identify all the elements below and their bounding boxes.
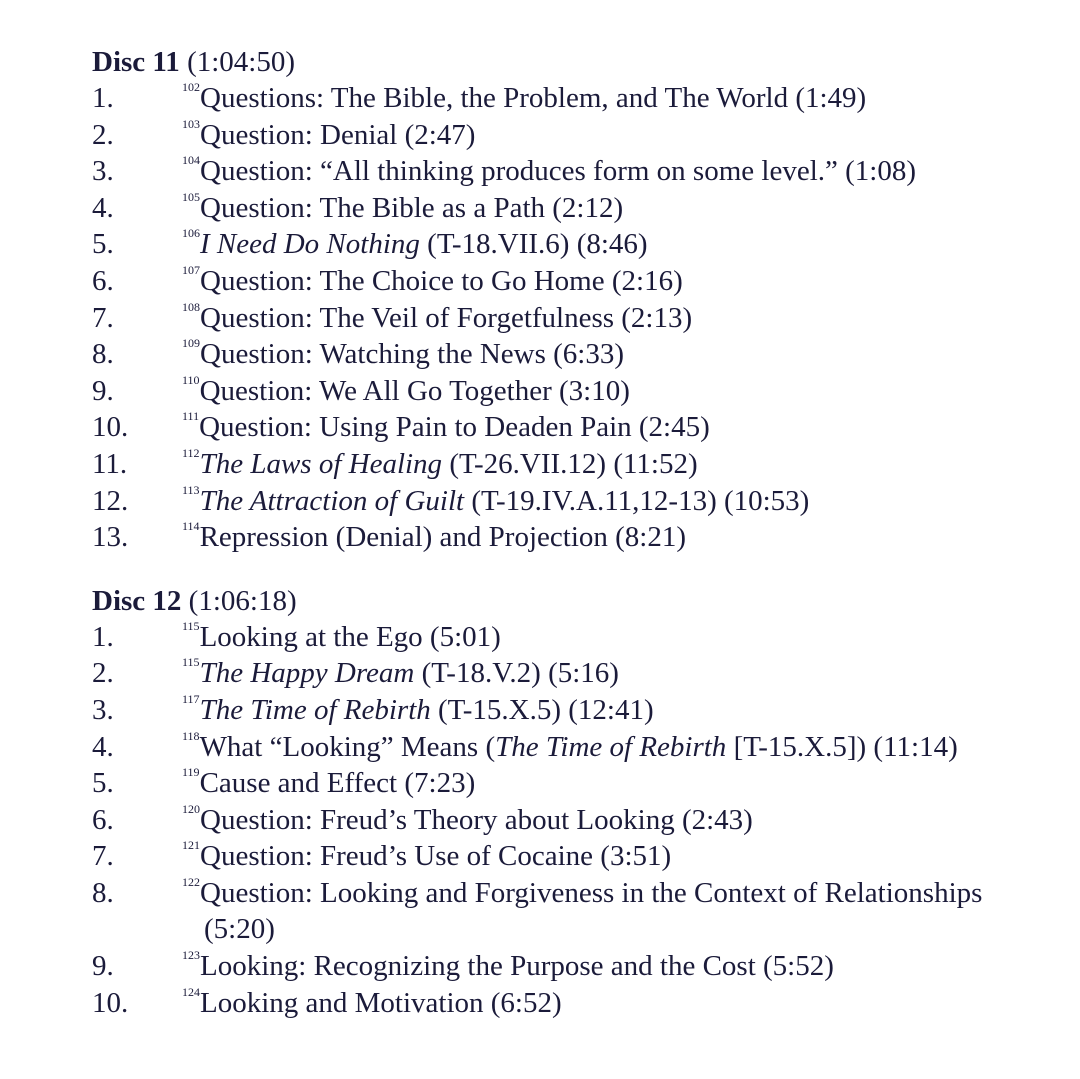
track-row: [92, 483, 1052, 520]
track-reference-number: 110: [182, 372, 200, 387]
disc-title: Disc 12: [92, 584, 182, 617]
track-row: [92, 802, 1052, 839]
track-reference-number: 108: [182, 299, 200, 314]
track-reference-number: 117: [182, 691, 200, 706]
track-row: [92, 226, 1052, 263]
track-title-italic-part: The Attraction of Guilt: [199, 484, 465, 517]
track-number: 6.: [92, 803, 114, 836]
track-number: 11.: [92, 447, 128, 480]
track-title-part: Question: Freud’s Theory about Looking (2:43): [200, 803, 753, 836]
track-number: 8.: [92, 876, 114, 909]
track-title-part: Question: Looking and Forgiveness in the Context of Relationships (5:20): [200, 876, 983, 946]
track-title-part: Question: Denial (2:47): [200, 118, 476, 151]
track-title: [182, 519, 1052, 556]
track-reference-number: 124: [182, 984, 200, 999]
track-title: [182, 948, 1052, 985]
track-number: 5.: [92, 228, 114, 261]
track-title-part: (T-19.IV.A.11,12-13) (10:53): [464, 484, 810, 517]
track-title: [182, 838, 1052, 875]
track-listing-page: [92, 44, 1052, 1048]
track-title-part: (T-15.X.5) (12:41): [430, 693, 654, 726]
track-title: [182, 446, 1052, 483]
track-number: 1.: [92, 82, 114, 114]
track-reference-number: 107: [182, 262, 200, 277]
track-row: [92, 948, 1052, 985]
track-title-part: Question: Freud’s Use of Cocaine (3:51): [200, 840, 672, 873]
track-row: [92, 655, 1052, 692]
track-title: [182, 373, 1052, 410]
track-row: [92, 692, 1052, 729]
track-title-italic-part: The Laws of Healing: [199, 447, 443, 480]
track-title-part: Looking: Recognizing the Purpose and the Cost (5:52): [200, 950, 834, 983]
track-number: 8.: [92, 338, 114, 371]
track-reference-number: 111: [182, 409, 200, 424]
track-title-part: Looking at the Ego (5:01): [199, 620, 501, 653]
track-number: 12.: [92, 484, 129, 517]
track-reference-number: 123: [182, 948, 200, 963]
disc-section: [92, 44, 1052, 556]
track-reference-number: 115: [182, 655, 200, 670]
track-row: [92, 373, 1052, 410]
track-reference-number: 113: [182, 482, 200, 497]
track-row: [92, 765, 1052, 802]
track-row: [92, 409, 1052, 446]
track-row: [92, 519, 1052, 556]
track-title: [182, 190, 1052, 227]
track-row: [92, 153, 1052, 190]
track-reference-number: 115: [182, 618, 200, 633]
track-row: [92, 446, 1052, 483]
track-list: [92, 80, 1052, 556]
track-number: 10.: [92, 411, 129, 444]
track-row: [92, 80, 1052, 117]
track-reference-number: 103: [182, 116, 200, 131]
track-title: [182, 655, 1052, 692]
track-reference-number: 109: [182, 336, 200, 351]
disc-duration: (1:06:18): [181, 584, 297, 617]
track-title-italic-part: The Time of Rebirth: [495, 730, 727, 763]
track-row: [92, 190, 1052, 227]
track-title: [182, 619, 1052, 656]
track-title-italic-part: The Time of Rebirth: [199, 693, 431, 726]
track-reference-number: 118: [182, 728, 200, 743]
track-title-part: (T-18.V.2) (5:16): [414, 657, 619, 690]
track-title-part: [T-15.X.5]) (11:14): [726, 730, 958, 763]
track-number: 3.: [92, 155, 114, 188]
track-number: 9.: [92, 950, 114, 983]
track-row: [92, 838, 1052, 875]
track-title: [182, 80, 1052, 117]
track-title-part: Repression (Denial) and Projection (8:21): [199, 521, 686, 554]
track-number: 1.: [92, 620, 114, 653]
track-number: 2.: [92, 657, 114, 690]
track-title-part: (T-26.VII.12) (11:52): [442, 447, 698, 480]
track-row: [92, 300, 1052, 337]
track-title-part: Question: “All thinking produces form on some level.” (1:08): [200, 155, 916, 188]
track-number: 4.: [92, 191, 114, 224]
track-row: [92, 263, 1052, 300]
track-row: [92, 729, 1052, 766]
disc-header: [92, 583, 1052, 619]
track-title-part: What “Looking” Means (: [199, 730, 496, 763]
track-title-part: Cause and Effect (7:23): [199, 767, 476, 800]
disc-header: [92, 44, 1052, 80]
track-title: [182, 985, 1052, 1022]
track-reference-number: 106: [182, 226, 200, 241]
track-row: [92, 619, 1052, 656]
track-reference-number: 119: [182, 765, 200, 780]
track-title-part: Question: The Bible as a Path (2:12): [200, 191, 624, 224]
track-reference-number: 121: [182, 838, 200, 853]
track-reference-number: 114: [182, 519, 200, 534]
track-row: [92, 117, 1052, 154]
track-title: [182, 875, 1052, 948]
track-title: [182, 263, 1052, 300]
track-number: 6.: [92, 264, 114, 297]
track-reference-number: 105: [182, 189, 200, 204]
track-title-part: Question: The Veil of Forgetfulness (2:13): [200, 301, 693, 334]
track-row: [92, 875, 1052, 948]
track-title: [182, 483, 1052, 520]
track-title: [182, 226, 1052, 263]
track-row: [92, 336, 1052, 373]
track-title: [182, 117, 1052, 154]
track-row: [92, 985, 1052, 1022]
disc-duration: (1:04:50): [179, 46, 295, 78]
track-title-part: (T-18.VII.6) (8:46): [419, 228, 648, 261]
track-title: [182, 409, 1052, 446]
track-title: [182, 802, 1052, 839]
track-title: [182, 729, 1052, 766]
track-title-part: Question: Watching the News (6:33): [200, 338, 624, 371]
disc-section: [92, 583, 1052, 1022]
track-title-part: Questions: The Bible, the Problem, and The World (1:49): [200, 82, 867, 114]
track-title: [182, 300, 1052, 337]
track-title-part: Looking and Motivation (6:52): [200, 986, 562, 1019]
track-number: 3.: [92, 693, 114, 726]
track-reference-number: 104: [182, 153, 200, 168]
track-number: 10.: [92, 986, 129, 1019]
track-title: [182, 336, 1052, 373]
track-title-part: Question: Using Pain to Deaden Pain (2:45): [199, 411, 710, 444]
track-reference-number: 112: [182, 445, 200, 460]
disc-title: Disc 11: [92, 46, 180, 78]
track-title: [182, 765, 1052, 802]
track-title-italic-part: The Happy Dream: [199, 657, 415, 690]
track-title: [182, 153, 1052, 190]
track-number: 7.: [92, 301, 114, 334]
track-reference-number: 102: [182, 80, 200, 94]
track-reference-number: 122: [182, 874, 200, 889]
track-number: 9.: [92, 374, 114, 407]
track-number: 13.: [92, 521, 129, 554]
track-number: 4.: [92, 730, 114, 763]
track-title: [182, 692, 1052, 729]
track-title-part: Question: The Choice to Go Home (2:16): [200, 264, 683, 297]
track-reference-number: 120: [182, 801, 200, 816]
track-number: 2.: [92, 118, 114, 151]
track-title-italic-part: I Need Do Nothing: [200, 228, 420, 261]
track-title-part: Question: We All Go Together (3:10): [199, 374, 630, 407]
track-list: [92, 619, 1052, 1022]
track-number: 7.: [92, 840, 114, 873]
track-number: 5.: [92, 767, 114, 800]
